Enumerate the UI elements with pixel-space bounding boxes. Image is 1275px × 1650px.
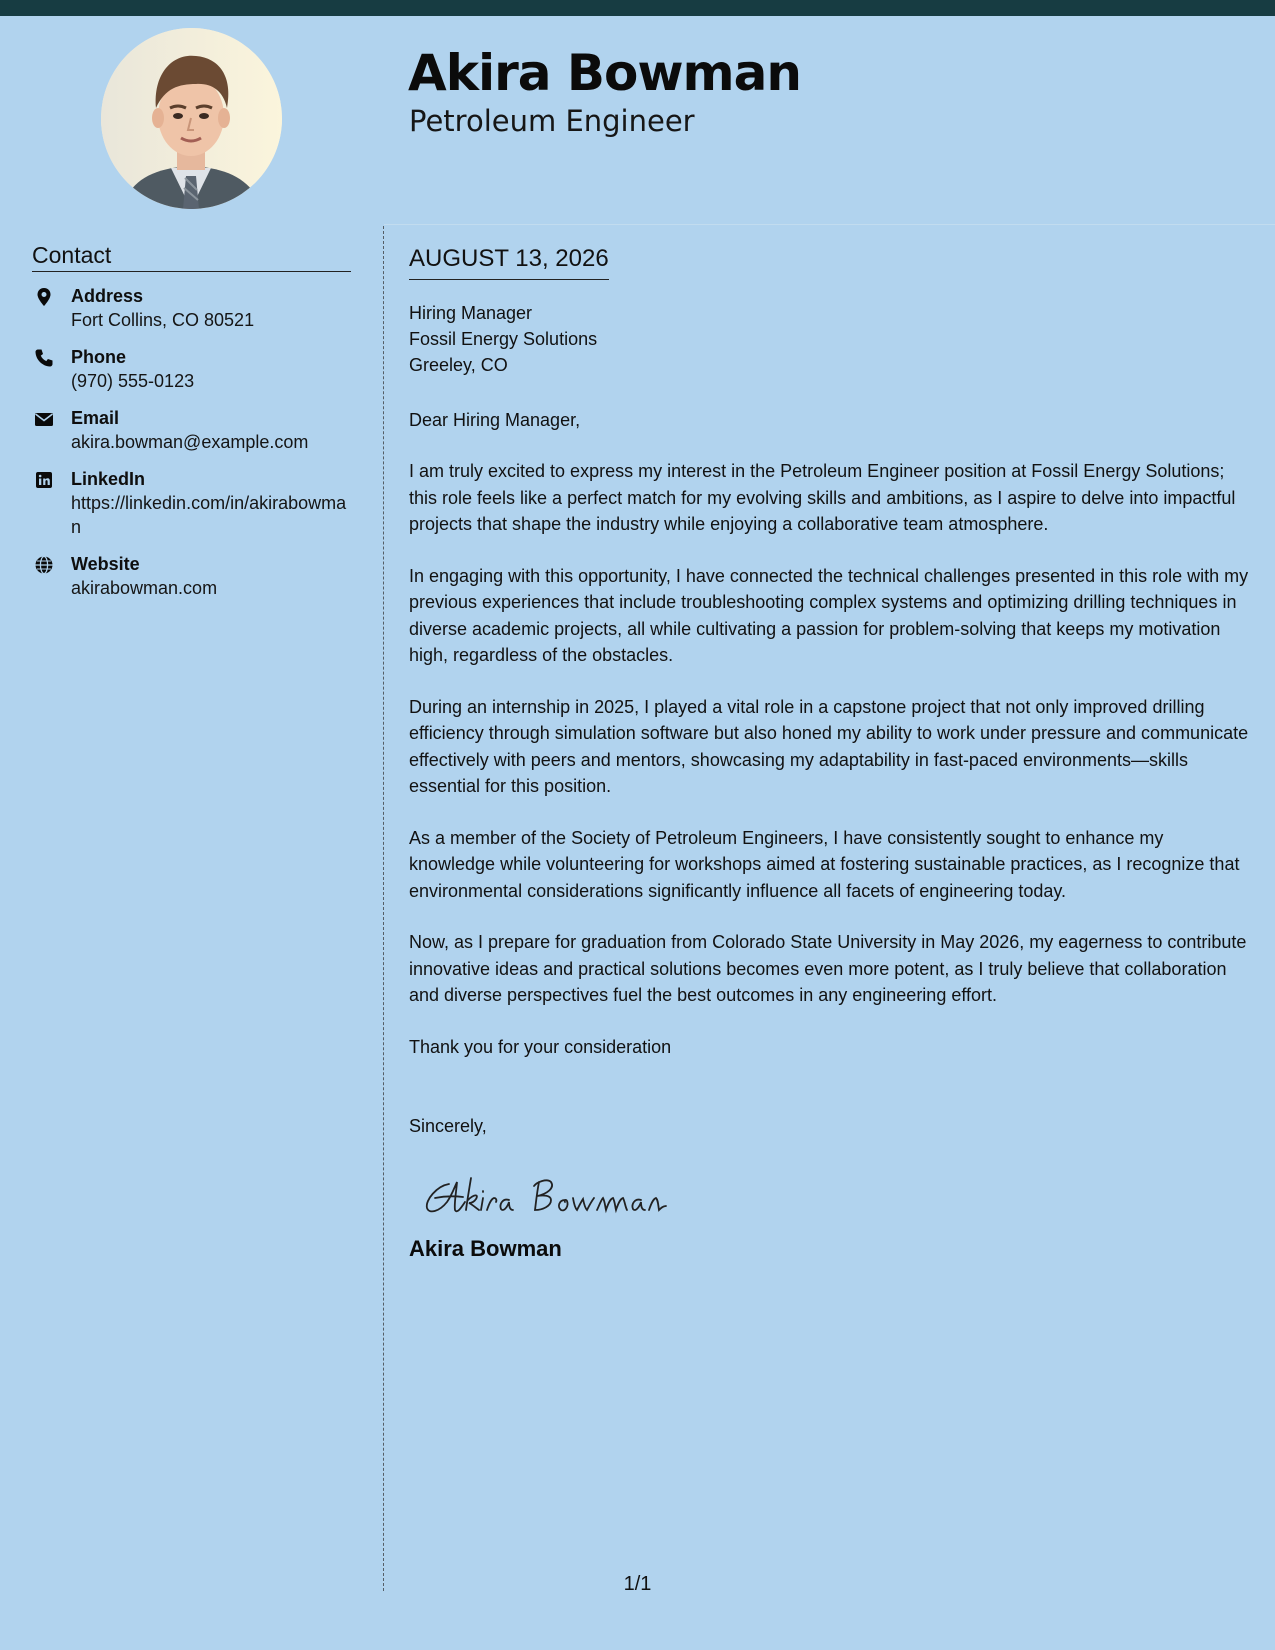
signer-name: Akira Bowman	[409, 1235, 562, 1261]
contact-value: (970) 555-0123	[71, 371, 195, 391]
top-accent-bar	[0, 0, 1275, 16]
column-divider	[383, 226, 384, 1591]
contact-list	[32, 284, 354, 613]
contact-label: Email	[71, 408, 120, 428]
contact-value-link[interactable]: https://linkedin.com/in/akirabowman	[71, 493, 347, 537]
avatar	[101, 28, 282, 209]
page-number: 1/1	[623, 1573, 652, 1595]
phone-icon	[34, 348, 54, 368]
salutation: Dear Hiring Manager,	[409, 410, 581, 430]
contact-item-phone	[32, 345, 354, 393]
thanks-line: Thank you for your consideration	[409, 1036, 672, 1057]
handwritten-signature	[419, 1164, 679, 1224]
envelope-icon	[34, 409, 54, 429]
linkedin-icon	[34, 470, 54, 490]
contact-label: Address	[71, 286, 144, 306]
contact-item-website	[32, 552, 354, 600]
globe-icon	[34, 555, 54, 575]
candidate-role: Petroleum Engineer	[409, 104, 695, 138]
contact-label: LinkedIn	[71, 469, 146, 489]
portrait-photo	[101, 28, 282, 209]
contact-label: Phone	[71, 347, 127, 367]
map-pin-icon	[34, 287, 54, 307]
letter-date: AUGUST 13, 2026	[409, 240, 609, 280]
recipient-block	[409, 300, 1249, 378]
closing-line: Sincerely,	[409, 1115, 487, 1136]
body-paragraph: In engaging with this opportunity, I have connected the technical challenges presented in this role with my previous experiences that include troubleshooting complex systems and optimizing drilling techniques in diverse academic projects, all while cultivating a passion for problem-solving that keeps my motivation high, regardless of the obstacles.	[409, 565, 1249, 665]
contact-heading: Contact	[32, 240, 351, 272]
header-divider	[384, 224, 1275, 225]
recipient-location: Greeley, CO	[409, 355, 508, 375]
body-paragraph: As a member of the Society of Petroleum Engineers, I have consistently sought to enhance my knowledge while volunteering for workshops aimed at fostering sustainable practices, as I recognize that environmental considerations significantly influence all facets of engineering today.	[409, 827, 1240, 901]
contact-value-link[interactable]: akirabowman.com	[71, 578, 218, 598]
recipient-title: Hiring Manager	[409, 303, 533, 323]
body-paragraph: During an internship in 2025, I played a vital role in a capstone project that not only improved drilling efficiency through simulation software but also honed my ability to work under pressure and communicate effectively with peers and mentors, showcasing my adaptability in fast-paced environments—skills essential for this position.	[409, 696, 1249, 796]
contact-value: Fort Collins, CO 80521	[71, 310, 255, 330]
contact-value: akira.bowman@example.com	[71, 432, 309, 452]
contact-label: Website	[71, 554, 140, 574]
body-paragraph: Now, as I prepare for graduation from Colorado State University in May 2026, my eagerness to contribute innovative ideas and practical solutions becomes even more potent, as I truly believe that collaboration and diverse perspectives fuel the best outcomes in any engineering effort.	[409, 932, 1247, 1005]
body-paragraph: I am truly excited to express my interest in the Petroleum Engineer position at Fossil Energy Solutions; this role feels like a perfect match for my evolving skills and ambitions, as I aspire to delve into impactful projects that shape the industry while enjoying a collaborative team atmosphere.	[409, 461, 1236, 534]
candidate-name: Akira Bowman	[408, 44, 801, 102]
letter-body	[409, 240, 1249, 1264]
recipient-company: Fossil Energy Solutions	[409, 329, 598, 349]
contact-item-linkedin	[32, 467, 354, 539]
contact-item-email	[32, 406, 354, 454]
contact-item-address	[32, 284, 354, 332]
